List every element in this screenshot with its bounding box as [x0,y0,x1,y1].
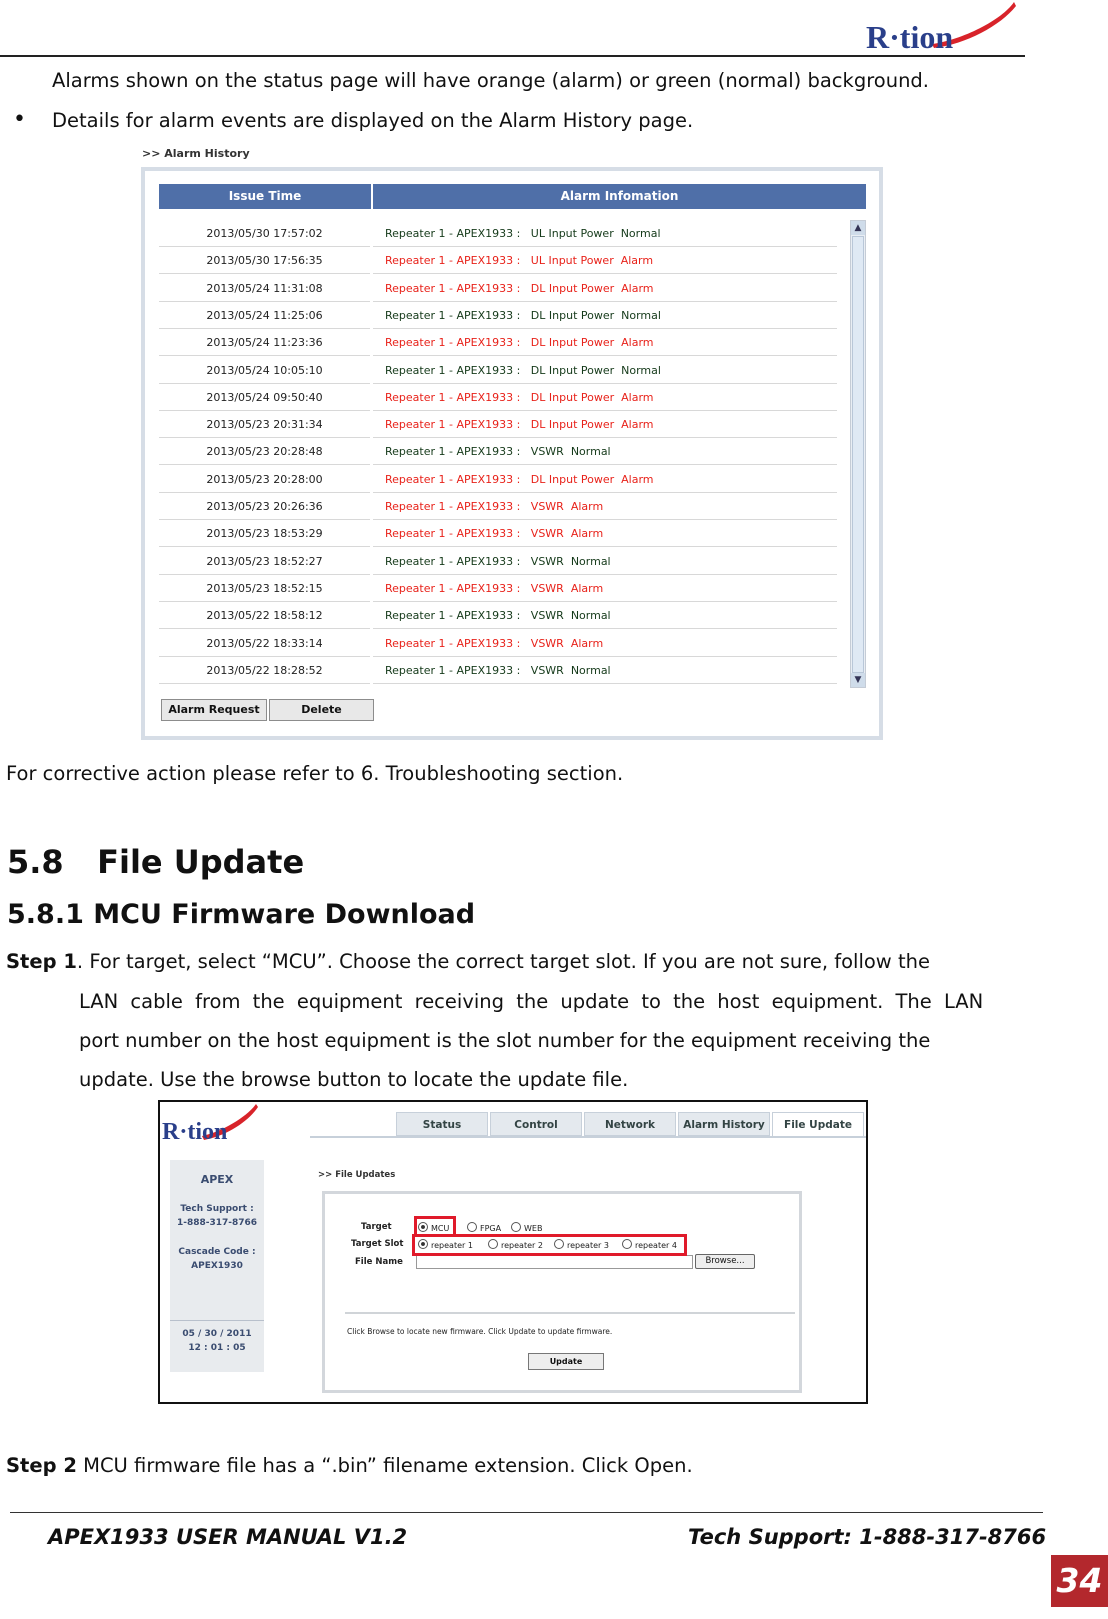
table-row [159,329,859,356]
side-support-number: 1-888-317-8766 [176,1218,258,1228]
tab-file-update[interactable]: File Update [772,1112,864,1136]
table-row [159,602,859,629]
side-support-label: Tech Support : [180,1204,254,1214]
alarm-info-cell [373,357,837,384]
alarm-info-cell [373,520,837,547]
fu-logo [160,1102,260,1152]
col-issue-time: Issue Time [159,184,371,209]
alarm-info-cell [373,657,837,684]
issue-time-cell: 2013/05/24 11:23:36 [159,329,370,356]
browse-button[interactable]: Browse... [695,1254,755,1269]
issue-time-cell: 2013/05/23 20:28:48 [159,438,370,465]
alarm-info-text: Repeater 1 - APEX1933 : DL Input Power Alarm [385,472,654,486]
table-row [159,466,859,493]
file-update-form [322,1191,802,1393]
table-row [159,438,859,465]
alarm-info-cell [373,493,837,520]
target-label: Target [361,1222,392,1232]
issue-time-cell: 2013/05/22 18:58:12 [159,602,370,629]
alarm-info-cell [373,220,837,247]
corrective-text: For corrective action please refer to 6. Troubleshooting section. [6,762,624,785]
table-row [159,548,859,575]
slot-repeater-1-radio[interactable]: repeater 1 [418,1239,473,1250]
step1-label: Step 1 [6,950,77,973]
alarm-info-cell [373,302,837,329]
file-name-input[interactable] [416,1255,693,1269]
table-row [159,220,859,247]
alarm-info-text: Repeater 1 - APEX1933 : VSWR Alarm [385,581,604,595]
step1-line-1 [6,949,1021,975]
table-row [159,630,859,657]
issue-time-cell: 2013/05/24 11:31:08 [159,275,370,302]
alarm-info-cell [373,384,837,411]
alarm-info-cell [373,247,837,274]
target-mcu-radio[interactable]: MCU [418,1222,449,1233]
scroll-down-icon[interactable]: ▼ [851,673,865,687]
section-heading: 5.8 File Update [7,843,305,881]
svg-text:R·tion: R·tion [866,19,954,54]
issue-time-cell: 2013/05/22 18:33:14 [159,630,370,657]
alarm-info-text: Repeater 1 - APEX1933 : UL Input Power Normal [385,227,661,240]
issue-time-cell: 2013/05/30 17:56:35 [159,247,370,274]
issue-time-cell: 2013/05/23 18:52:15 [159,575,370,602]
subsection-heading: 5.8.1 MCU Firmware Download [7,899,476,930]
update-button[interactable]: Update [528,1353,604,1370]
issue-time-cell: 2013/05/23 18:52:27 [159,548,370,575]
alarm-info-text: Repeater 1 - APEX1933 : DL Input Power Alarm [385,418,654,432]
table-row [159,247,859,274]
side-divider [170,1320,264,1321]
file-update-screenshot [158,1100,868,1404]
issue-time-cell: 2013/05/22 18:28:52 [159,657,370,684]
step2-label: Step 2 [6,1454,77,1477]
alarm-info-cell [373,575,837,602]
header-rule [0,55,1025,57]
table-row [159,575,859,602]
footer-tech-support: Tech Support: 1-888-317-8766 [688,1525,1047,1549]
table-row [159,357,859,384]
alarm-info-cell [373,602,837,629]
table-row [159,520,859,547]
form-divider [345,1312,795,1314]
slot-repeater-3-radio[interactable]: repeater 3 [554,1239,609,1250]
alarm-info-text: Repeater 1 - APEX1933 : DL Input Power Alarm [385,281,654,295]
alarm-request-button[interactable]: Alarm Request [161,699,267,721]
intro-line-2: Details for alarm events are displayed on the Alarm History page. [52,109,694,132]
issue-time-cell: 2013/05/23 20:26:36 [159,493,370,520]
scroll-up-icon[interactable]: ▲ [851,221,865,235]
tab-network[interactable]: Network [584,1112,676,1136]
scroll-thumb[interactable] [852,236,864,673]
table-row [159,302,859,329]
target-web-radio[interactable]: WEB [511,1222,542,1233]
file-name-label: File Name [355,1257,403,1267]
side-time: 12 : 01 : 05 [188,1343,246,1353]
tab-rule [310,1136,868,1138]
tab-control[interactable]: Control [490,1112,582,1136]
step2-text: MCU firmware file has a “.bin” filename extension. Click Open. [76,1454,693,1477]
alarm-info-text: Repeater 1 - APEX1933 : VSWR Normal [385,609,611,623]
side-title: APEX [200,1173,234,1186]
col-alarm-info: Alarm Infomation [373,184,866,209]
alarm-info-text: Repeater 1 - APEX1933 : DL Input Power Normal [385,363,661,377]
intro-line-1: Alarms shown on the status page will have orange (alarm) or green (normal) background. [52,69,930,92]
step1-line-4: update. Use the browse button to locate the update file. [79,1068,629,1091]
table-row [159,493,859,520]
rtion-logo [862,0,1022,54]
issue-time-cell: 2013/05/23 20:28:00 [159,466,370,493]
alarm-info-text: Repeater 1 - APEX1933 : DL Input Power Alarm [385,336,654,350]
page-number: 34 [1051,1555,1108,1607]
alarm-info-cell [373,275,837,302]
table-row [159,411,859,438]
alarm-info-text: Repeater 1 - APEX1933 : VSWR Alarm [385,527,604,541]
issue-time-cell: 2013/05/24 09:50:40 [159,384,370,411]
issue-time-cell: 2013/05/23 18:53:29 [159,520,370,547]
target-slot-label: Target Slot [351,1239,404,1249]
issue-time-cell: 2013/05/24 10:05:10 [159,357,370,384]
hint-text: Click Browse to locate new firmware. Click Update to update firmware. [347,1327,613,1336]
alarm-info-text: Repeater 1 - APEX1933 : VSWR Alarm [385,636,604,650]
step1-text: . For target, select “MCU”. Choose the correct target slot. If you are not sure, follow the [76,950,930,973]
alarm-info-text: Repeater 1 - APEX1933 : DL Input Power Alarm [385,390,654,404]
side-date: 05 / 30 / 2011 [182,1329,252,1339]
highlight-target-slot [412,1234,687,1256]
footer-manual-title: APEX1933 USER MANUAL V1.2 [48,1525,408,1549]
delete-button[interactable]: Delete [269,699,374,721]
alarm-info-text: Repeater 1 - APEX1933 : VSWR Normal [385,445,611,459]
bullet: • [13,107,26,132]
side-cascade-value: APEX1930 [191,1261,243,1271]
alarm-history-list [159,220,859,690]
issue-time-cell: 2013/05/23 20:31:34 [159,411,370,438]
table-row [159,657,859,684]
step1-line-3: port number on the host equipment is the slot number for the equipment receiving the [79,1029,931,1052]
alarm-info-cell [373,411,837,438]
alarm-info-cell [373,329,837,356]
alarm-info-cell [373,630,837,657]
footer-rule [10,1512,1043,1513]
alarm-info-text: Repeater 1 - APEX1933 : VSWR Normal [385,663,611,677]
info-sidebar [170,1160,264,1372]
alarm-info-text: Repeater 1 - APEX1933 : VSWR Normal [385,554,611,568]
issue-time-cell: 2013/05/30 17:57:02 [159,220,370,247]
side-cascade-label: Cascade Code : [178,1247,256,1257]
slot-repeater-4-radio[interactable]: repeater 4 [622,1239,677,1250]
alarm-list-scrollbar[interactable] [850,220,866,688]
step1-line-2: LAN cable from the equipment receiving the update to the host equipment. The LAN [79,990,984,1013]
tab-status[interactable]: Status [396,1112,488,1136]
alarm-info-text: Repeater 1 - APEX1933 : DL Input Power Normal [385,308,661,322]
table-row [159,275,859,302]
issue-time-cell: 2013/05/24 11:25:06 [159,302,370,329]
alarm-history-caption: >> Alarm History [142,147,250,160]
file-updates-caption: >> File Updates [318,1170,396,1180]
target-fpga-radio[interactable]: FPGA [467,1222,501,1233]
tab-alarm-history[interactable]: Alarm History [678,1112,770,1136]
alarm-info-cell [373,548,837,575]
alarm-info-text: Repeater 1 - APEX1933 : UL Input Power Alarm [385,254,654,268]
step2-line [6,1453,693,1479]
table-row [159,384,859,411]
slot-repeater-2-radio[interactable]: repeater 2 [488,1239,543,1250]
alarm-info-text: Repeater 1 - APEX1933 : VSWR Alarm [385,500,604,513]
alarm-info-cell [373,466,837,493]
alarm-info-cell [373,438,837,465]
svg-text:R·tion: R·tion [162,1119,228,1145]
